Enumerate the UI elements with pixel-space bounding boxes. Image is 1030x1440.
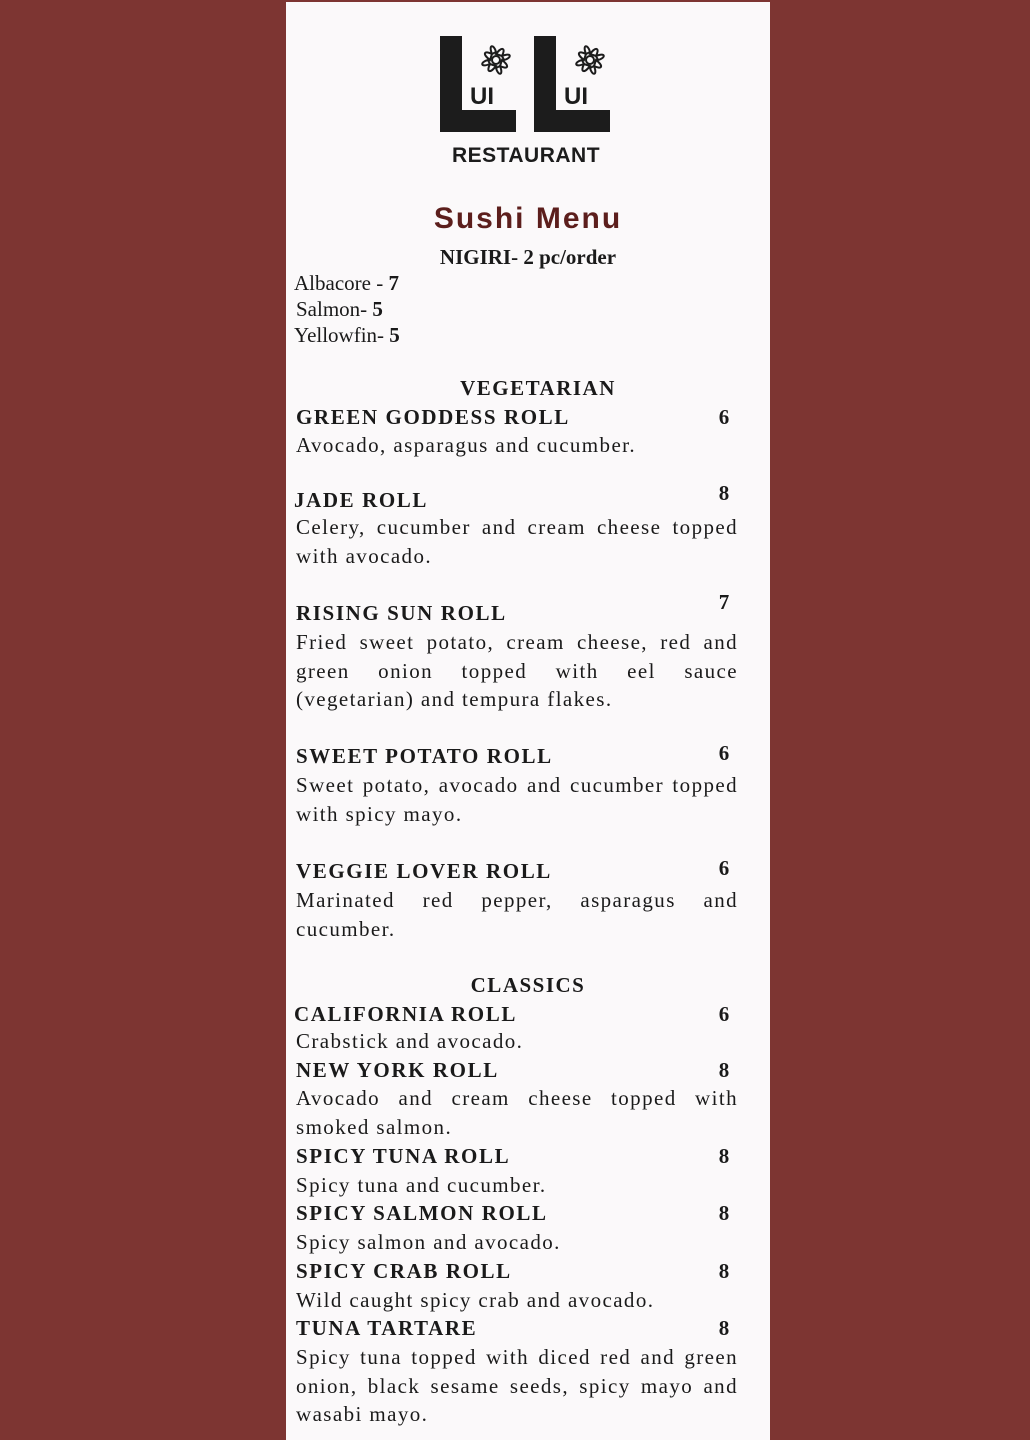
item-description: Spicy tuna and cucumber. — [296, 1173, 547, 1197]
logo-glyph-right: UI — [564, 83, 588, 110]
nigiri-name: Salmon- — [296, 297, 373, 321]
item-name: SPICY TUNA ROLL — [296, 1144, 511, 1168]
item-description: Marinated red pepper, asparagus and cucumber. — [296, 888, 738, 941]
item-description: Wild caught spicy crab and avocado. — [296, 1288, 655, 1312]
item-description: Avocado and cream cheese topped with smoked salmon. — [296, 1086, 738, 1139]
lui-lui-logo-mark — [440, 36, 612, 136]
item-price: 8 — [718, 481, 730, 505]
item-price: 8 — [718, 1144, 730, 1168]
item-name: RISING SUN ROLL — [296, 601, 507, 625]
item-description: Celery, cucumber and cream cheese topped with avocado. — [296, 515, 738, 568]
nigiri-price: 5 — [389, 323, 400, 347]
nigiri-item — [294, 323, 400, 348]
item-price: 6 — [718, 741, 730, 765]
item-price: 8 — [718, 1316, 730, 1340]
nigiri-price: 5 — [372, 297, 383, 321]
item-description: Fried sweet potato, cream cheese, red and green onion topped with eel sauce (vegetarian) and tempura flakes. — [296, 630, 738, 712]
nigiri-name: Albacore - — [294, 271, 389, 295]
item-name: JADE ROLL — [294, 488, 429, 512]
section-heading-classics: CLASSICS — [470, 973, 586, 997]
item-name: SPICY SALMON ROLL — [296, 1201, 548, 1225]
menu-title: Sushi Menu — [433, 202, 623, 235]
nigiri-heading: NIGIRI- 2 pc/order — [439, 245, 617, 269]
item-description: Sweet potato, avocado and cucumber topped with spicy mayo. — [296, 773, 738, 826]
item-name: GREEN GODDESS ROLL — [296, 405, 570, 429]
item-name: TUNA TARTARE — [296, 1316, 478, 1340]
item-name: NEW YORK ROLL — [296, 1058, 499, 1082]
nigiri-item — [294, 271, 399, 296]
item-name: VEGGIE LOVER ROLL — [296, 859, 552, 883]
restaurant-wordmark: RESTAURANT — [451, 144, 601, 167]
nigiri-price: 7 — [388, 271, 399, 295]
nigiri-name: Yellowfin- — [294, 323, 390, 347]
item-price: 6 — [718, 856, 730, 880]
item-price: 8 — [718, 1201, 730, 1225]
item-description: Avocado, asparagus and cucumber. — [296, 433, 637, 457]
item-price: 7 — [718, 590, 730, 614]
section-heading-vegetarian: VEGETARIAN — [460, 376, 616, 400]
item-price: 8 — [718, 1259, 730, 1283]
restaurant-logo — [440, 36, 612, 170]
item-name: SPICY CRAB ROLL — [296, 1259, 512, 1283]
nigiri-item — [296, 297, 383, 322]
menu-page — [286, 2, 770, 1440]
item-description: Spicy tuna topped with diced red and green onion, black sesame seeds, spicy mayo and wasabi mayo. — [296, 1345, 738, 1427]
item-description: Spicy salmon and avocado. — [296, 1230, 561, 1254]
item-price: 6 — [718, 405, 730, 429]
logo-glyph-left: UI — [470, 83, 494, 110]
item-price: 8 — [718, 1058, 730, 1082]
item-name: CALIFORNIA ROLL — [294, 1002, 517, 1026]
item-name: SWEET POTATO ROLL — [296, 744, 553, 768]
item-price: 6 — [718, 1002, 730, 1026]
item-description: Crabstick and avocado. — [296, 1029, 524, 1053]
